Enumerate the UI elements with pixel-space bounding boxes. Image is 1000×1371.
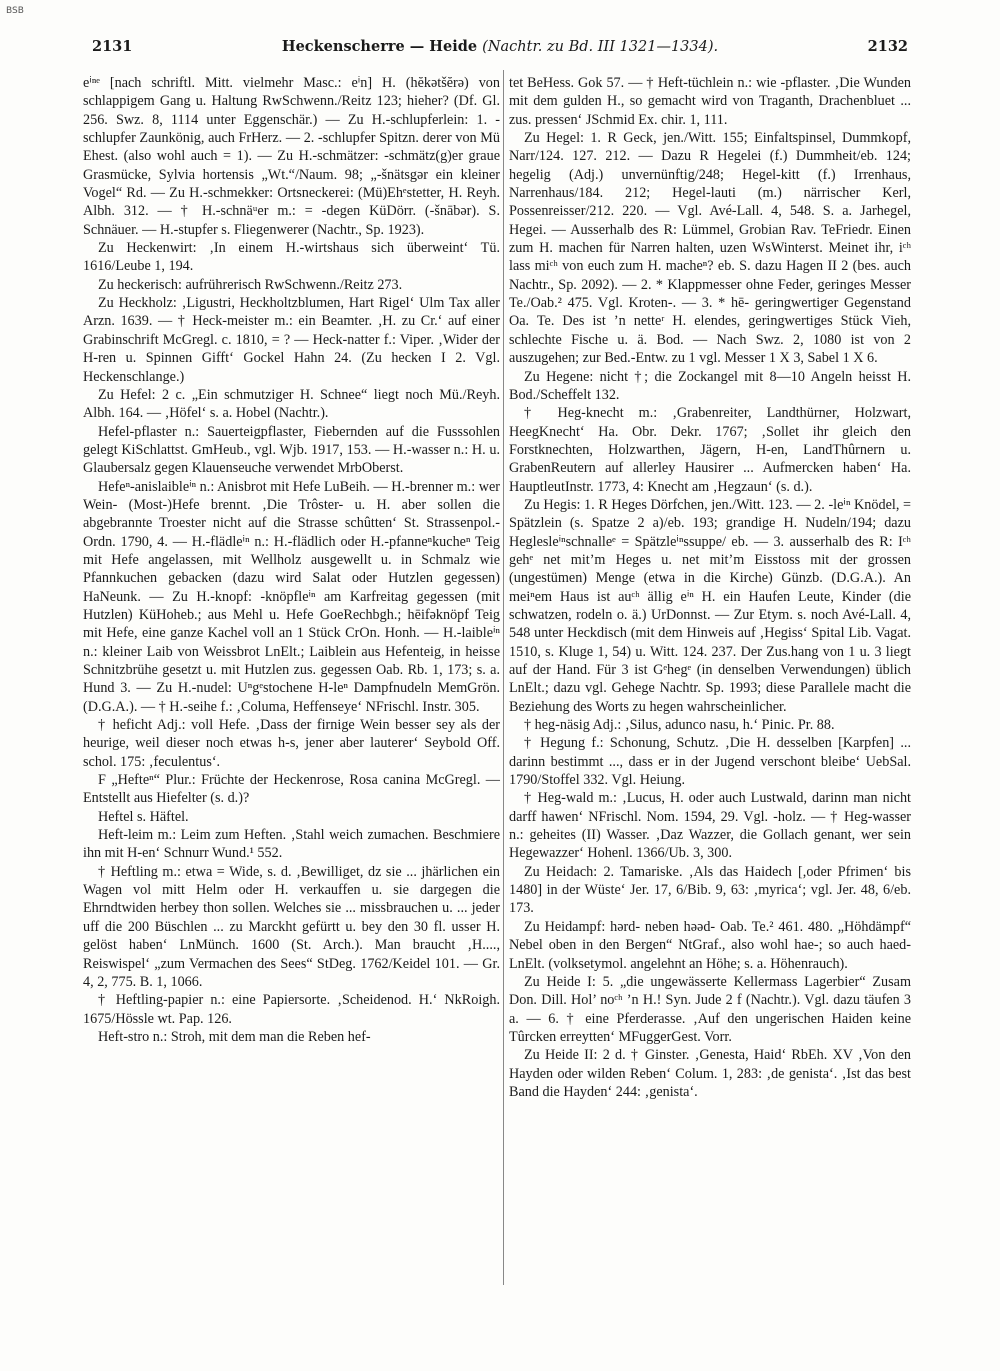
dictionary-entry: Zu Heckholz: ‚Ligustri, Heckholtzblumen, Hart Rigel‘ Ulm Tax aller Arzn. 1639. — † Heck-meister m.: ein Beamter. ‚H. zu Cr.‘ auf einer Grabinschrift McGregl. c. 1810, = ? — Heck-natter f.: Viper. ‚Wider der H-ren u. Spinnen Gifft‘ Gockel Hahn 24. (Zu hecken I 2. Vgl. Heckenschlange.): [83, 295, 500, 385]
dictionary-entry: Zu Heide II: 2 d. † Ginster. ‚Genesta, Haid‘ RbEh. XV ‚Von den Hayden oder wilden Reben‘ Colum. 1, 283: ‚de genista‘. ‚Ist das best Band die Hayden‘ 244: ‚genista‘.: [509, 1047, 911, 1100]
dictionary-entry: Zu Hefel: 2 c. „Ein schmutziger H. Schnee“ liegt noch Mü./Reyh. Albh. 164. — ‚Höfel‘ s. a. Hobel (Nachtr.).: [83, 386, 500, 422]
column-divider: [503, 70, 504, 1285]
library-stamp: BSB: [6, 6, 24, 16]
dictionary-entry: † Heg-wald m.: ‚Lucus, H. oder auch Lustwald, darinn man nicht darff hawen‘ NFrischl. Nom. 1594, 29. Vgl. -holz. — † Heg-wasser n.: geheites (II) Wasser. ‚Daz Wazzer, die Gollach genant, wer sein Hegewazzer‘ Hohenl. 1366/Ub. 3, 300.: [509, 790, 911, 862]
dictionary-entry: Zu Heidampf: hərd- neben həəd- Oab. Te.² 461. 480. „Höhdämpf“ Nebel oben in den Bergen“ NtGraf., also wohl hae-; so auch haed- LnElt. (volksetymol. angelehnt an Höhe; s. a. Höhenrauch).: [509, 918, 911, 972]
dictionary-entry: † Heftling m.: etwa = Wide, s. d. ‚Bewilliget, dz sie ... jhärlichen ein Wagen vol mitt Helm oder H. verkauffen u. sie dargegen die Ehrndtwiden herbey thon sollen. Welches sie ... missbrauchen u. ... jeder uff die 200 Büschlen ... zu Marckht gefürtt u. bey den 30 fl. usser H. gelöst haben‘ LnMünch. 1600 (St. Arch.). Man braucht ‚H...., Reiswispel‘ „zum Vermachen des Sees“ StDeg. 1762/Keidel 101. — Gr. 4, 2, 775. B. 1, 1066.: [83, 863, 500, 990]
page-number-left: 2131: [92, 38, 133, 55]
dictionary-entry: Zu Heckenwirt: ‚In einem H.-wirtshaus sich überweint‘ Tü. 1616/Leube 1, 194.: [83, 240, 500, 275]
dictionary-entry: Zu Heide I: 5. „die ungewässerte Kellermass Lagerbier“ Zusam Don. Dill. Hol’ noᶜʰ ’n H.! Syn. Jude 2 f (Nachtr.). Vgl. dazu täufen 3 a. — 6. † eine Pferderasse. ‚Auf den ungerischen Haiden keine Tûrcken erreytten‘ MFuggerGest. Vorr.: [509, 973, 911, 1045]
dictionary-entry: Zu Hegene: nicht †; die Zockangel mit 8—10 Angeln heisst H. Bod./Scheffelt 132.: [509, 368, 911, 403]
running-title: [92, 38, 908, 55]
page-number-right: 2132: [867, 38, 908, 55]
dictionary-entry: Heft-leim m.: Leim zum Heften. ‚Stahl weich zumachen. Beschmiere ihn mit H-en‘ Schnurr Wund.¹ 552.: [83, 827, 500, 862]
title-text: Heckenscherre — Heide: [281, 38, 478, 55]
dictionary-entry: † Hegung f.: Schonung, Schutz. ‚Die H. desselben [Karpfen] ... darinn bestimmt ..., dass er in der Jugend verschont bleibe‘ UebSal. 1790/Stoffel 332. Vgl. Heiung.: [509, 735, 911, 789]
dictionary-entry: † heg-näsig Adj.: ‚Silus, adunco nasu, h.‘ Pinic. Pr. 88.: [524, 717, 835, 734]
dictionary-entry: † Heg-knecht m.: ‚Grabenreiter, Landthürner, Holzwart, HeegKnecht‘ Ha. Obr. Dekr. 1767; ‚Sollet ihr gleich den Forstknechten, Holzwarthen, Jägern, H-en, LandThûrnern u. GrabenReutern auf allerley Hausirer ... Aufmercken haben‘ Ha. HauptleutInstr. 1773, 4: Knecht am ‚Hegzaun‘ (s. d.).: [509, 405, 911, 495]
dictionary-entry: Hefeⁿ-anislaibleⁱⁿ n.: Anisbrot mit Hefe LuBeih. — H.-brenner m.: wer Wein- (Most-)Hefe brennt. ‚Die Trôster- u. H. aber sollen die abgebrannte Troester nicht auf die Strasse schûtten‘ St. Strassenpol.-Ordn. 1790, 4. — H.-flädleⁱⁿ n.: H.-flädlich oder H.-pfanneⁿkucheⁿ Teig mit Hefe angelassen, mit Wellholz ausgewellt u. in Schmalz wie Pfannkuchen gebacken (dazu wird Salat oder Hutzlen gegessen) HaNeunk. — Zu H.-knopf: -knöpfleⁱⁿ am Karfreitag gegessen (mit Hutzlen) KüHoheb.; aus Mehl u. Hefe GoeRechbgh.; hēifəknöpf Teig mit Hefe, eine ganze Kachel voll an 1 Stück CrOn. Honh. — H.-laibleⁱⁿ n.: kleiner Laib von Weissbrot LnElt.; Laiblein aus Hefenteig, in heisse Schnitzbrühe gesetzt u. mit Hutzlen zus. gegessen Oab. Rb. 1, 173; s. a. Hund 3. — Zu H.-nudel: Uⁿgᵉstochene H-leⁿ Dampfnudeln MemGrön. (D.G.A.). — † H.-seihe f.: ‚Columa, Heffenseye‘ NFrischl. Instr. 305.: [83, 478, 500, 715]
dictionary-entry: Zu Hegis: 1. R Heges Dörfchen, jen./Witt. 123. — 2. -leⁱⁿ Knödel, = Spätzlein (s. Spatze 2 a)/eb. 193; grandige H. Nudeln/194; dazu Heglesleⁱⁿschnalleᵉ = Spätzleⁱⁿssuppe/ eb. — 3. ausserhalb des R: Iᶜʰ gehᵉ net mit’m Heges u. net mit’m Eisstoss mit der grossen (ungestümen) Menge (etwa in die Kirche) Günzb. (D.G.A.). An meiⁿem Haus ist auᶜʰ ällig eⁱⁿ H. ein Haufen Leute, Kinder (die schwatzen, rodeln o. ä.) UrDonnst. — Zur Etym. s. noch Avé-Lall. 4, 548 unter Heckdisch (mit dem Hinweis auf ‚Hegiss‘ Spital Lib. Vagat. 1510, s. Kluge 1, 54) u. Witt. 124. 237. Der Zus.hang von 1 u. 3 liegt auf der Hand. Für 3 ist Gᵉhegᵉ (in denselben Verwendungen) üblich LnElt.; dazu vgl. Gehege Nachtr. Sp. 1993; diese Parallele macht die Beziehung des Worts zu hegen wahrscheinlicher.: [509, 496, 911, 715]
page-header: [92, 38, 908, 62]
left-column: [83, 74, 500, 1046]
dictionary-entry: Zu Heidach: 2. Tamariske. ‚Als das Haidech [,oder Pfrimen‘ bis 1480] in der Wüste‘ Jer. 17, 6/Bib. 9, 63: ‚myrica‘; vgl. Jer. 48, 6/eb. 173.: [509, 863, 911, 917]
dictionary-entry: † heficht Adj.: voll Hefe. ‚Dass der firnige Wein besser sey als der heurige, weil dieser noch etwas h-s, jener aber lauterer‘ Seybold Off. schol. 175: ‚feculentus‘.: [83, 717, 500, 770]
dictionary-entry: Zu heckerisch: aufrührerisch RwSchwenn./Reitz 273.: [98, 276, 403, 293]
dictionary-entry: Zu Hegel: 1. R Geck, jen./Witt. 155; Einfaltspinsel, Dummkopf, Narr/124. 127. 212. — Dazu R Hegelei (f.) Dummheit/eb. 124; hegelig (Adj.) unvernünftig/248; Hegel-kitt (f.) Irrenhaus, Narrenhaus/184. 212; Hegel-lauti (m.) närrischer Kerl, Possenreisser/212. 220. — Vgl. Avé-Lall. 4, 548. S. a. Jarhegel, Hegei. — Ausserhalb des R: Lümmel, Grobian Rav. TeFriedr. Einen zum H. machen für Narren halten, uzen WsWinterst. Meinet ihr, iᶜʰ lass miᶜʰ von euch zum H. macheⁿ? eb. S. dazu Hagen II 2 (bes. auch Nachtr., Sp. 2092). — 2. * Klappmesser ohne Feder, geringes Messer Te./Oab.² 475. Vgl. Kroten-. — 3. * hē- geringwertiger Gegenstand Oa. Te. Des ist ’n netteʳ H. elendes, geringwertiges Stück Vieh, schlechte Fische u. ä. Bod. — Nach Swz. 2, 1080 ist von 2 auszugehen; zur Bed.-Entw. zu 1 vgl. Messer 1 X 3, Sabel 1 X 6.: [509, 130, 911, 367]
dictionary-entry: † Heftling-papier n.: eine Papiersorte. ‚Scheidenod. H.‘ NkRoigh. 1675/Hössle wt. Pap. 126.: [83, 992, 500, 1027]
dictionary-entry: Heftel s. Häftel.: [98, 808, 189, 825]
dictionary-entry: Heft-stro n.: Stroh, mit dem man die Reben hef-: [98, 1028, 371, 1045]
dictionary-entry: Hefel-pflaster n.: Sauerteigpflaster, Fiebernden auf die Fusssohlen gelegt KiSchlattst. GmHeub., vgl. Wjb. 1917, 153. — H.-wasser n.: H. u. Glaubersalz gegen Klauenseuche verwendet MrbOberst.: [83, 423, 500, 477]
title-subtitle: (Nachtr. zu Bd. III 1321—1334).: [482, 39, 719, 55]
right-column: [509, 74, 911, 1101]
dictionary-entry: tet BeHess. Gok 57. — † Heft-tüchlein n.: wie -pflaster. ‚Die Wunden mit dem gulden H., so gemacht wird von Traganth, Drachenbluet ... zus. pressen‘ JSchmid Ex. chir. 1, 111.: [509, 75, 911, 128]
dictionary-entry: F „Hefteⁿ“ Plur.: Früchte der Heckenrose, Rosa canina McGregl. — Entstellt aus Hiefelter (s. d.)?: [83, 772, 500, 807]
dictionary-entry: eⁱⁿᵉ [nach schriftl. Mitt. vielmehr Masc.: eⁱn] H. (hĕkətšĕrə) von schlappigem Gang u. Haltung RwSchwenn./Reitz 123; hieher? (Df. Gl. 256. Swz. 8, 1114 unter Eggenschär.) — Zu H.-schlupferlein: 1. -schlupfer Zaunkönig, auch FrHerz. — 2. -schlupfer Spitzn. derer von Mü Ehest. (also wohl auch = 1). — Zu H.-schmätzer: -schmätz(g)er graue Grasmücke, Sylvia hortensis „Wt.“/Naum. 98; „-šnätsgər ein kleiner Vogel“ Rd. — Zu H.-schmekker: Ortsneckerei: (Mü)Ehᵉstetter, H. Reyh. Albh. 312. — † H.-schnäᵘer m.: = -degen KüDörr. (-šnābər). S. Schnäuer. — H.-stupfer s. Fliegenwerer (Nachtr., Sp. 1923).: [83, 75, 500, 238]
